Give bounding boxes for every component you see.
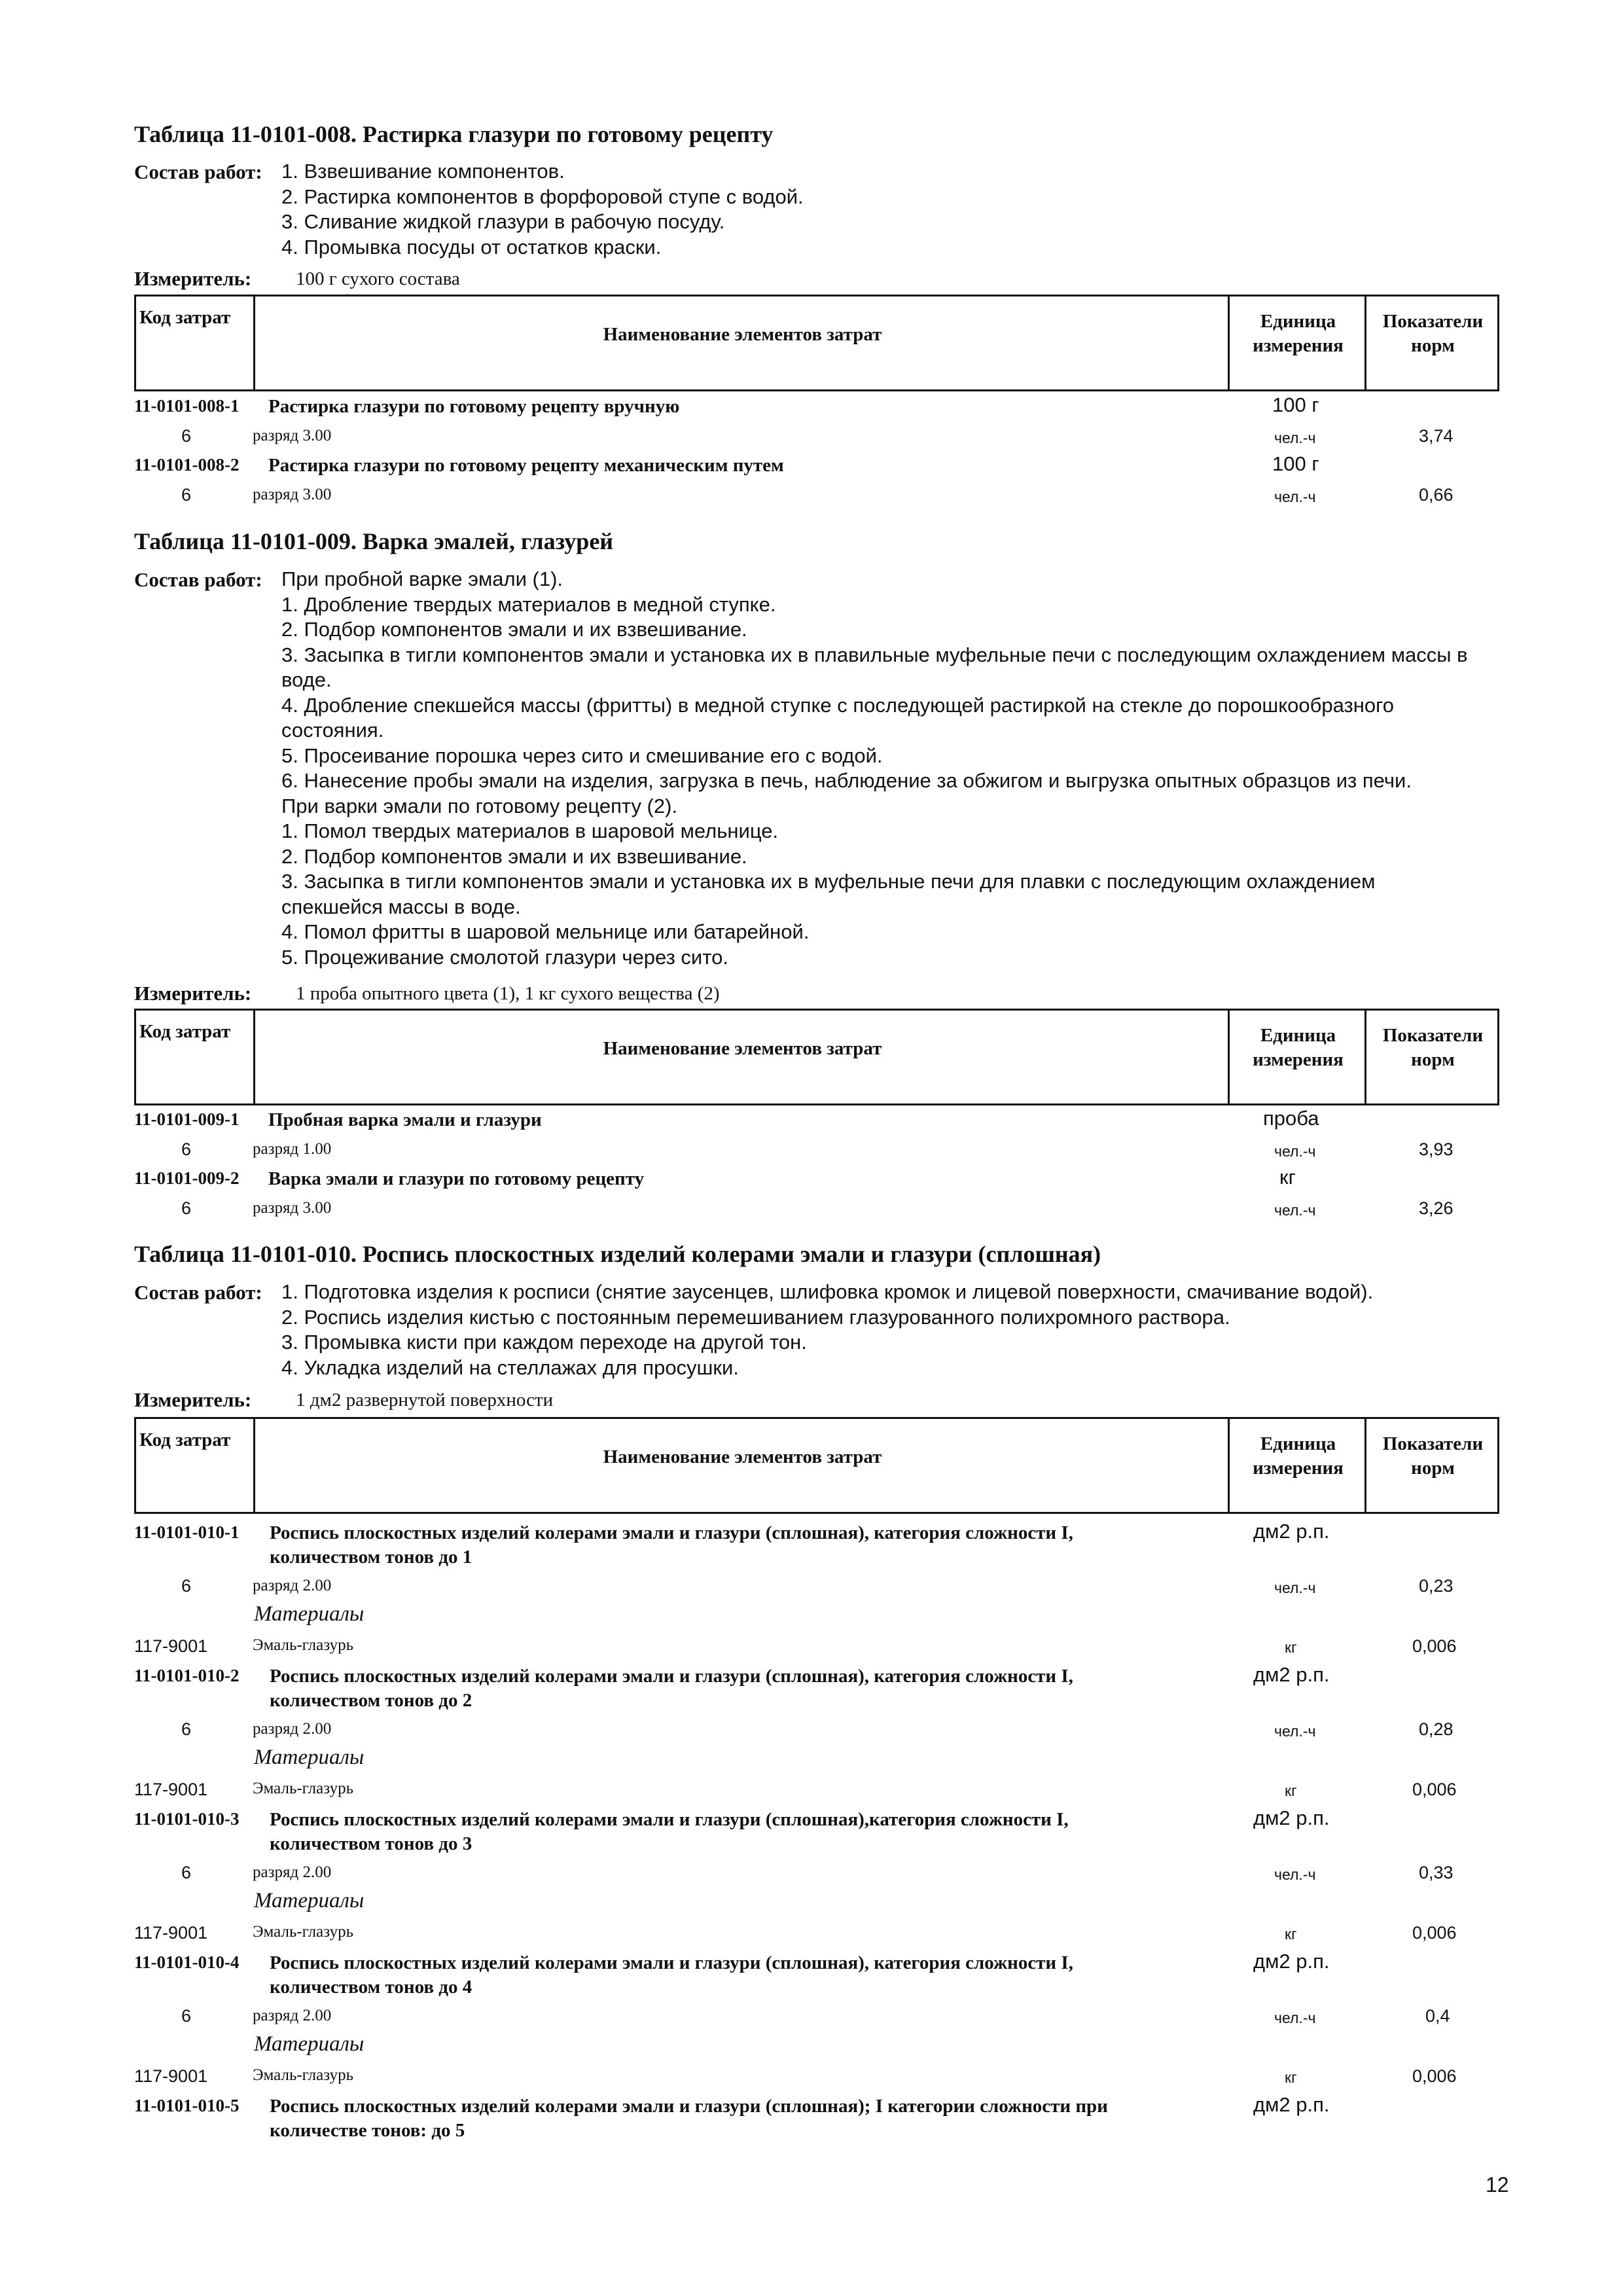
row-unit: дм2 р.п.	[1253, 1950, 1330, 1973]
row-code: 6	[181, 2006, 192, 2026]
col-code: Код затрат	[139, 1021, 231, 1042]
row-code: 6	[181, 1139, 192, 1159]
col-name: Наименование элементов затрат	[603, 1038, 882, 1059]
row-name: Эмаль-глазурь	[253, 1923, 353, 1941]
work-item: 3. Засыпка в тигли компонентов эмали и установка их в муфельные печи для плавки с последующим охлаждением	[281, 870, 1376, 893]
col-norm: Показатели норм	[1382, 311, 1484, 356]
table-008-meter: 100 г сухого состава	[296, 268, 460, 289]
row-name: Растирка глазури по готовому рецепту механическим путем	[268, 455, 784, 476]
table-010-meter: 1 дм2 развернутой поверхности	[296, 1390, 554, 1410]
work-item: воде.	[281, 668, 332, 691]
col-code: Код затрат	[139, 1429, 231, 1450]
materials-heading: Материалы	[254, 1889, 365, 1912]
table-010-header	[134, 1417, 1499, 1514]
row-value: 0,23	[1419, 1576, 1454, 1596]
work-item: состояния.	[281, 719, 384, 742]
row-name: разряд 2.00	[253, 1577, 332, 1594]
work-item: 1. Дробление твердых материалов в медной ступке.	[281, 592, 776, 616]
materials-heading: Материалы	[254, 1746, 365, 1769]
row-code: 117-9001	[134, 1636, 208, 1656]
row-code: 11-0101-009-1	[134, 1109, 240, 1129]
row-unit: кг	[1285, 1639, 1297, 1656]
row-unit: чел.-ч	[1274, 1202, 1316, 1219]
row-code: 117-9001	[134, 1780, 208, 1799]
col-norm: Показатели норм	[1382, 1025, 1484, 1070]
table-008-title: Таблица 11-0101-008. Растирка глазури по готовому рецепту	[134, 121, 774, 147]
row-name: разряд 3.00	[253, 1199, 332, 1217]
row-code: 11-0101-009-2	[134, 1168, 240, 1188]
work-label: Состав работ:	[134, 1281, 262, 1304]
row-code: 6	[181, 485, 192, 505]
row-value: 0,28	[1419, 1719, 1454, 1739]
row-name: разряд 2.00	[253, 2007, 332, 2024]
work-item: 1. Подготовка изделия к росписи (снятие заусенцев, шлифовка кромок и лицевой поверхности, смачивание водой).	[281, 1280, 1374, 1303]
work-item: 1. Помол твердых материалов в шаровой мельнице.	[281, 819, 779, 842]
row-unit: чел.-ч	[1274, 1866, 1316, 1883]
row-value: 0,006	[1412, 1780, 1457, 1799]
materials-heading: Материалы	[254, 1602, 365, 1626]
row-unit: чел.-ч	[1274, 488, 1316, 505]
row-name: Эмаль-глазурь	[253, 1636, 353, 1654]
work-item: 2. Подбор компонентов эмали и их взвешивание.	[281, 618, 747, 641]
row-unit: чел.-ч	[1274, 1723, 1316, 1740]
row-code: 6	[181, 1576, 192, 1596]
row-name: Роспись плоскостных изделий колерами эмали и глазури (сплошная), категория сложности I, количеством тонов до 1	[270, 1522, 1073, 1568]
row-unit: 100 г	[1272, 452, 1319, 475]
row-value: 0,006	[1412, 1636, 1457, 1656]
row-name: Эмаль-глазурь	[253, 1780, 353, 1797]
row-name: разряд 2.00	[253, 1863, 332, 1881]
table-008-work-list	[281, 159, 804, 260]
row-name: разряд 3.00	[253, 486, 332, 503]
row-code: 11-0101-010-4	[134, 1952, 240, 1972]
work-item: 2. Подбор компонентов эмали и их взвешивание.	[281, 844, 747, 868]
row-value: 3,93	[1419, 1139, 1454, 1159]
col-unit: Единица измерения	[1253, 311, 1344, 356]
row-value: 3,26	[1419, 1198, 1454, 1218]
row-code: 117-9001	[134, 1923, 208, 1943]
row-unit: чел.-ч	[1274, 429, 1316, 446]
work-item: 5. Процеживание смолотой глазури через сито.	[281, 945, 728, 969]
row-code: 11-0101-010-1	[134, 1522, 240, 1542]
row-name: Пробная варка эмали и глазури	[268, 1109, 542, 1130]
work-item: 4. Промывка посуды от остатков краски.	[281, 235, 662, 259]
meter-label: Измеритель:	[134, 1388, 252, 1411]
row-unit: дм2 р.п.	[1253, 2093, 1330, 2116]
work-item: 4. Помол фритты в шаровой мельнице или батарейной.	[281, 920, 810, 943]
work-item: 4. Дробление спекшейся массы (фритты) в медной ступке с последующей растиркой на стекле до порошкообразного	[281, 693, 1394, 717]
work-item: 3. Сливание жидкой глазури в рабочую посуду.	[281, 210, 725, 233]
row-unit: чел.-ч	[1274, 1143, 1316, 1160]
row-value: 3,74	[1419, 426, 1454, 446]
work-item: 2. Роспись изделия кистью с постоянным перемешиванием глазурованного полихромного раствора.	[281, 1305, 1230, 1329]
col-code: Код затрат	[139, 307, 231, 328]
col-norm: Показатели норм	[1382, 1433, 1484, 1479]
row-name: Роспись плоскостных изделий колерами эмали и глазури (сплошная); I категории сложности при количестве тонов: до 5	[270, 2096, 1108, 2141]
row-name: разряд 3.00	[253, 427, 332, 444]
work-item: При варки эмали по готовому рецепту (2).	[281, 794, 678, 817]
row-name: Варка эмали и глазури по готовому рецепту	[268, 1168, 645, 1189]
page-number: 12	[1486, 2173, 1509, 2197]
work-item: 5. Просеивание порошка через сито и смешивание его с водой.	[281, 744, 883, 767]
row-unit: дм2 р.п.	[1253, 1806, 1330, 1829]
col-name: Наименование элементов затрат	[603, 1446, 882, 1467]
row-code: 6	[181, 426, 192, 446]
col-unit: Единица измерения	[1253, 1025, 1344, 1070]
row-unit: чел.-ч	[1274, 2009, 1316, 2026]
work-item: 2. Растирка компонентов в форфоровой ступе с водой.	[281, 185, 804, 208]
row-value: 0,66	[1419, 485, 1454, 505]
table-009-work-list	[281, 567, 1468, 970]
row-code: 6	[181, 1719, 192, 1739]
row-code: 11-0101-010-3	[134, 1809, 240, 1829]
work-item: спекшейся массы в воде.	[281, 895, 521, 918]
row-code: 11-0101-010-5	[134, 2096, 240, 2115]
row-name: Роспись плоскостных изделий колерами эмали и глазури (сплошная), категория сложности I, количеством тонов до 4	[270, 1952, 1073, 1998]
meter-label: Измеритель:	[134, 982, 252, 1005]
work-label: Состав работ:	[134, 568, 262, 591]
materials-heading: Материалы	[254, 2032, 365, 2056]
row-value: 0,006	[1412, 2066, 1457, 2086]
row-code: 117-9001	[134, 2066, 208, 2086]
col-unit: Единица измерения	[1253, 1433, 1344, 1479]
row-unit: 100 г	[1272, 393, 1319, 416]
row-value: 0,4	[1425, 2006, 1450, 2026]
table-008-header	[134, 295, 1499, 391]
work-item: При пробной варке эмали (1).	[281, 567, 563, 590]
row-unit: проба	[1263, 1107, 1319, 1130]
row-code: 11-0101-008-1	[134, 396, 240, 416]
row-name: Эмаль-глазурь	[253, 2066, 353, 2084]
row-unit: дм2 р.п.	[1253, 1520, 1330, 1543]
meter-label: Измеритель:	[134, 267, 252, 290]
row-code: 11-0101-010-2	[134, 1666, 240, 1685]
row-unit: кг	[1285, 1782, 1297, 1799]
table-009-meter: 1 проба опытного цвета (1), 1 кг сухого вещества (2)	[296, 983, 720, 1004]
work-item: 3. Промывка кисти при каждом переходе на другой тон.	[281, 1331, 807, 1354]
row-code: 6	[181, 1863, 192, 1882]
row-unit: дм2 р.п.	[1253, 1663, 1330, 1686]
row-code: 11-0101-008-2	[134, 455, 240, 475]
row-name: Роспись плоскостных изделий колерами эмали и глазури (сплошная),категория сложности I, количеством тонов до 3	[270, 1809, 1069, 1854]
row-value: 0,006	[1412, 1923, 1457, 1943]
row-name: Растирка глазури по готовому рецепту вручную	[268, 396, 680, 417]
work-item: 1. Взвешивание компонентов.	[281, 160, 565, 183]
table-010-title: Таблица 11-0101-010. Роспись плоскостных изделий колерами эмали и глазури (сплошная)	[134, 1241, 1101, 1267]
work-label: Состав работ:	[134, 160, 262, 183]
row-name: Роспись плоскостных изделий колерами эмали и глазури (сплошная), категория сложности I, количеством тонов до 2	[270, 1666, 1073, 1711]
table-009-title: Таблица 11-0101-009. Варка эмалей, глазурей	[134, 528, 614, 554]
table-010-work-list	[281, 1280, 1373, 1380]
work-item: 6. Нанесение пробы эмали на изделия, загрузка в печь, наблюдение за обжигом и выгрузка опытных образцов из печи.	[281, 769, 1412, 792]
col-name: Наименование элементов затрат	[603, 324, 882, 345]
work-item: 4. Укладка изделий на стеллажах для просушки.	[281, 1355, 739, 1379]
row-name: разряд 2.00	[253, 1720, 332, 1738]
row-unit: чел.-ч	[1274, 1579, 1316, 1596]
table-009-header	[134, 1009, 1499, 1105]
row-unit: кг	[1279, 1166, 1296, 1189]
row-code: 6	[181, 1198, 192, 1218]
row-unit: кг	[1285, 1926, 1297, 1943]
row-value: 0,33	[1419, 1863, 1454, 1882]
work-item: 3. Засыпка в тигли компонентов эмали и установка их в плавильные муфельные печи с последующим охлаждением массы в	[281, 643, 1468, 666]
row-name: разряд 1.00	[253, 1140, 332, 1158]
row-unit: кг	[1285, 2069, 1297, 2086]
